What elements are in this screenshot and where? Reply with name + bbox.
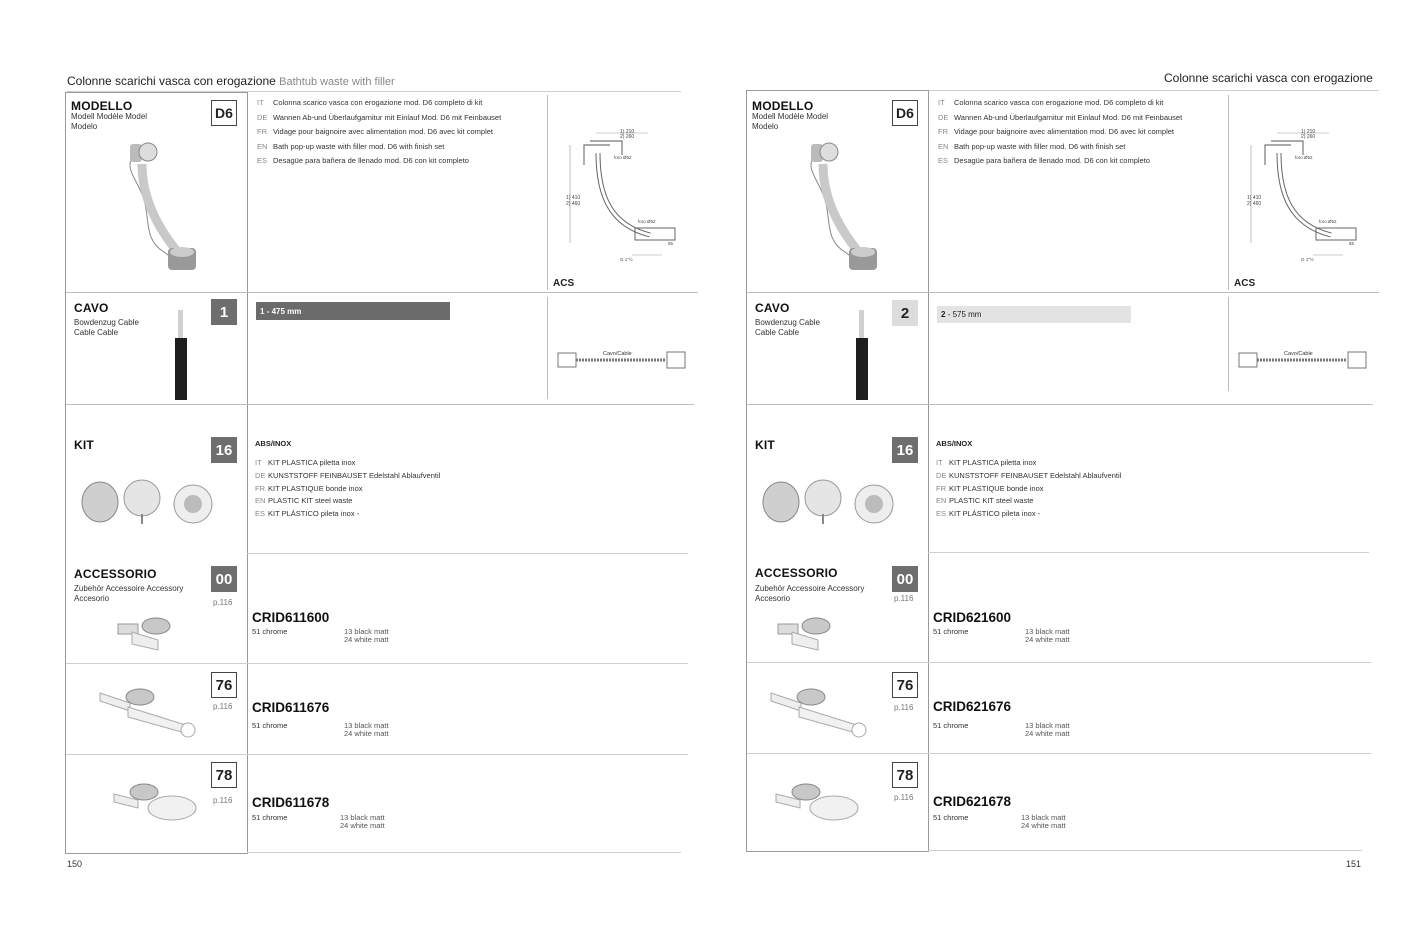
dim-label: 2) 460 bbox=[1247, 201, 1262, 207]
dim-label: G 1"½ bbox=[620, 257, 633, 262]
finish-chrome: 51 chrome bbox=[252, 813, 288, 822]
finish-chrome: 51 chrome bbox=[252, 721, 288, 730]
cavo-title: CAVO bbox=[74, 301, 109, 315]
finish-white: 24 white matt bbox=[344, 729, 389, 738]
accessorio-title: ACCESSORIO bbox=[74, 567, 157, 581]
description-line: DE KUNSTSTOFF FEINBAUSET Edelstahl Ablaufventil bbox=[255, 470, 441, 480]
dim-label: foro Ø52 bbox=[1295, 155, 1313, 160]
finish-colors bbox=[344, 628, 389, 644]
dim-label: 85 bbox=[1349, 241, 1355, 246]
product-code: CRID611600 bbox=[252, 610, 330, 625]
description-line: ES KIT PLÁSTICO pileta inox - bbox=[936, 509, 1041, 519]
kit-title: KIT bbox=[74, 438, 94, 452]
accessory-product-image bbox=[776, 780, 862, 825]
dim-label: 85 bbox=[668, 241, 674, 246]
modello-badge: D6 bbox=[892, 100, 918, 126]
modello-subtitle: Modell Modèle Model Modelo bbox=[752, 112, 829, 131]
cable-product-image bbox=[174, 310, 188, 402]
accessory-badge: 76 bbox=[211, 672, 237, 698]
accessorio-title: ACCESSORIO bbox=[755, 566, 838, 580]
divider bbox=[747, 662, 1371, 663]
finish-chrome: 51 chrome bbox=[252, 627, 288, 636]
page-ref: p.116 bbox=[894, 703, 914, 712]
cable-drawing-label: Cavo/Cable bbox=[603, 351, 632, 357]
description-line: ES KIT PLÁSTICO pileta inox - bbox=[255, 509, 360, 519]
dim-label: 2) 260 bbox=[620, 134, 635, 140]
acs-label: ACS bbox=[1234, 278, 1256, 289]
cable-product-image bbox=[855, 310, 869, 402]
finish-chrome: 51 chrome bbox=[933, 627, 969, 636]
kit-title: KIT bbox=[755, 438, 775, 452]
divider bbox=[747, 753, 1371, 754]
description-line: FR KIT PLASTIQUE bonde inox bbox=[255, 483, 363, 493]
description-line: EN PLASTIC KIT steel waste bbox=[936, 496, 1034, 506]
modello-title: MODELLO bbox=[752, 99, 814, 113]
cable-drawing-label: Cavo/Cable bbox=[1284, 351, 1313, 357]
modello-descriptions bbox=[257, 96, 501, 169]
product-code: CRID621676 bbox=[933, 699, 1012, 714]
kit-material: ABS/INOX bbox=[936, 439, 973, 448]
accessory-badge: 00 bbox=[211, 566, 237, 592]
page-header bbox=[1164, 71, 1373, 85]
finish-white: 24 white matt bbox=[1025, 729, 1070, 738]
divider bbox=[66, 663, 688, 664]
divider bbox=[1228, 297, 1229, 391]
header-title-en: Bathtub waste with filler bbox=[279, 76, 395, 88]
page-ref: p.116 bbox=[213, 598, 233, 607]
accessory-product-image bbox=[100, 683, 198, 738]
divider bbox=[928, 552, 1369, 553]
description-line: FR Vidage pour baignoire avec alimentation mod. D6 avec kit complet bbox=[938, 127, 1174, 136]
finish-black: 13 black matt bbox=[1021, 813, 1066, 822]
divider bbox=[66, 404, 694, 405]
bath-waste-product-image bbox=[120, 140, 200, 280]
modello-badge: D6 bbox=[211, 100, 237, 126]
description-line: DE Wannen Ab-und Überlaufgarnitur mit Einlauf Mod. D6 mit Feinbauset bbox=[938, 112, 1183, 122]
divider bbox=[247, 553, 688, 554]
technical-drawing bbox=[1241, 125, 1366, 270]
description-line: IT KIT PLASTICA piletta inox bbox=[936, 458, 1037, 467]
page-header bbox=[67, 74, 395, 88]
description-line: IT KIT PLASTICA piletta inox bbox=[255, 458, 356, 467]
product-code: CRID611676 bbox=[252, 700, 330, 715]
divider bbox=[66, 754, 688, 755]
description-line: EN Bath pop-up waste with filler mod. D6 with finish set bbox=[257, 141, 445, 151]
finish-white: 24 white matt bbox=[1021, 821, 1066, 830]
dim-label: 2) 460 bbox=[566, 201, 581, 207]
cable-badge: 1 bbox=[211, 299, 237, 325]
header-title-it: Colonne scarichi vasca con erogazione bbox=[1164, 71, 1373, 85]
description-line: EN Bath pop-up waste with filler mod. D6 with finish set bbox=[938, 141, 1126, 151]
description-line: IT Colonna scarico vasca con erogazione mod. D6 completo di kit bbox=[938, 98, 1164, 107]
technical-drawing bbox=[560, 125, 685, 270]
cable-drawing bbox=[555, 347, 690, 377]
catalog-page-right bbox=[681, 0, 1381, 933]
accessory-product-image bbox=[778, 612, 833, 652]
divider bbox=[1228, 95, 1229, 290]
dim-label: 2) 260 bbox=[1301, 134, 1316, 140]
page-ref: p.116 bbox=[213, 702, 233, 711]
accessory-product-image bbox=[114, 780, 200, 825]
description-line: EN PLASTIC KIT steel waste bbox=[255, 496, 353, 506]
divider bbox=[928, 850, 1362, 851]
cavo-subtitle: Bowdenzug Cable Cable Cable bbox=[755, 318, 820, 337]
accessory-badge: 00 bbox=[892, 566, 918, 592]
product-code: CRID621600 bbox=[933, 610, 1012, 625]
dim-label: 1) 410 bbox=[566, 195, 581, 201]
product-code: CRID621678 bbox=[933, 794, 1012, 809]
dim-label: foro Ø52 bbox=[614, 155, 632, 160]
finish-white: 24 white matt bbox=[344, 635, 389, 644]
acs-label: ACS bbox=[553, 278, 575, 289]
divider bbox=[547, 297, 548, 399]
finish-black: 13 black matt bbox=[344, 627, 389, 636]
cavo-title: CAVO bbox=[755, 301, 790, 315]
finish-black: 13 black matt bbox=[344, 721, 389, 730]
cavo-subtitle: Bowdenzug Cable Cable Cable bbox=[74, 318, 139, 337]
accessory-badge: 78 bbox=[892, 762, 918, 788]
accessory-product-image bbox=[771, 683, 869, 738]
page-ref: p.116 bbox=[894, 594, 914, 603]
divider bbox=[747, 292, 1379, 293]
description-line: FR Vidage pour baignoire avec alimentation mod. D6 avec kit complet bbox=[257, 127, 493, 136]
bath-waste-product-image bbox=[801, 140, 881, 280]
accessory-badge: 78 bbox=[211, 762, 237, 788]
dim-label: foro Ø52 bbox=[1319, 219, 1337, 224]
modello-descriptions bbox=[938, 96, 1182, 169]
dim-label: foro Ø52 bbox=[638, 219, 656, 224]
page-number: 150 bbox=[67, 859, 83, 869]
dim-label: 1) 210 bbox=[620, 129, 635, 135]
cable-drawing bbox=[1236, 347, 1371, 377]
catalog-page-left bbox=[0, 0, 700, 933]
finish-white: 24 white matt bbox=[1025, 635, 1070, 644]
divider bbox=[247, 852, 681, 853]
accessory-badge: 76 bbox=[892, 672, 918, 698]
finish-black: 13 black matt bbox=[1025, 627, 1070, 636]
description-line: DE Wannen Ab-und Überlaufgarnitur mit Einlauf Mod. D6 mit Feinbauset bbox=[257, 112, 502, 122]
modello-title: MODELLO bbox=[71, 99, 133, 113]
page-number: 151 bbox=[1346, 859, 1362, 869]
finish-colors bbox=[1025, 722, 1070, 738]
finish-colors bbox=[1021, 814, 1066, 830]
description-line: ES Desagüe para bañera de llenado mod. D6 con kit completo bbox=[938, 156, 1150, 165]
accessorio-subtitle: Zubehör Accessoire Accessory Accesorio bbox=[74, 584, 184, 603]
kit-product-image bbox=[761, 480, 901, 525]
description-line: FR KIT PLASTIQUE bonde inox bbox=[936, 483, 1044, 493]
header-title-it: Colonne scarichi vasca con erogazione bbox=[67, 74, 276, 88]
finish-colors bbox=[340, 814, 385, 830]
divider bbox=[547, 95, 548, 290]
modello-subtitle: Modell Modèle Model Modelo bbox=[71, 112, 148, 131]
product-code: CRID611678 bbox=[252, 795, 330, 810]
accessorio-subtitle: Zubehör Accessoire Accessory Accesorio bbox=[755, 584, 865, 603]
finish-black: 13 black matt bbox=[1025, 721, 1070, 730]
divider bbox=[66, 292, 698, 293]
dim-label: 1) 210 bbox=[1301, 129, 1316, 135]
description-line: ES Desagüe para bañera de llenado mod. D6 con kit completo bbox=[257, 156, 469, 165]
finish-colors bbox=[1025, 628, 1070, 644]
kit-material: ABS/INOX bbox=[255, 439, 292, 448]
finish-black: 13 black matt bbox=[340, 813, 385, 822]
kit-descriptions bbox=[936, 457, 1121, 521]
cable-length-bar: 2 - 575 mm bbox=[937, 306, 1131, 323]
kit-badge: 16 bbox=[211, 437, 237, 463]
kit-descriptions bbox=[255, 457, 440, 521]
cable-length-bar: 1 - 475 mm bbox=[256, 302, 450, 320]
description-line: IT Colonna scarico vasca con erogazione mod. D6 completo di kit bbox=[257, 98, 483, 107]
finish-colors bbox=[344, 722, 389, 738]
kit-badge: 16 bbox=[892, 437, 918, 463]
cable-badge: 2 bbox=[892, 300, 918, 326]
kit-product-image bbox=[80, 480, 220, 525]
finish-chrome: 51 chrome bbox=[933, 813, 969, 822]
dim-label: 1) 410 bbox=[1247, 195, 1262, 201]
accessory-product-image bbox=[118, 612, 173, 652]
dim-label: G 1"½ bbox=[1301, 257, 1314, 262]
finish-white: 24 white matt bbox=[340, 821, 385, 830]
description-line: DE KUNSTSTOFF FEINBAUSET Edelstahl Ablaufventil bbox=[936, 470, 1122, 480]
page-ref: p.116 bbox=[894, 793, 914, 802]
divider bbox=[747, 404, 1373, 405]
page-ref: p.116 bbox=[213, 796, 233, 805]
finish-chrome: 51 chrome bbox=[933, 721, 969, 730]
